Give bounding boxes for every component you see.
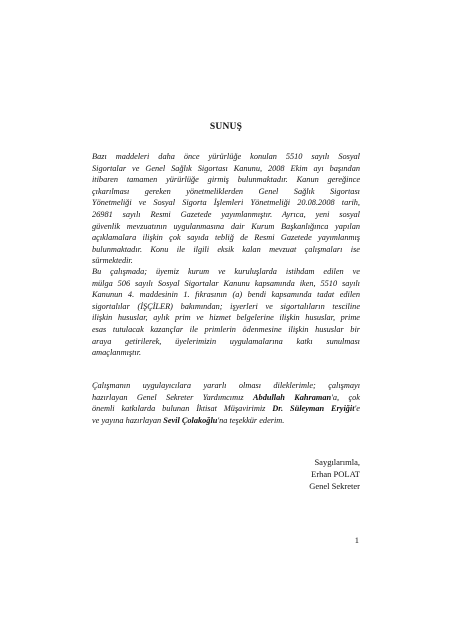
text-line: amaçlanmıştır. [92,348,142,358]
text-line: Yönetmeliği ve Sosyal Sigorta İşlemleri Yönetmeliği 20.08.2008 tarih, [92,198,360,208]
text-line: itibaren tamamen yürürlüğe girmiş bulunmaktadır. Kanun gereğince [92,175,360,185]
paragraph-acknowledgements [92,380,360,426]
person-name: Dr. Süleyman Eryiğit [272,404,355,414]
person-name: Sevil Çolakoğlu [163,415,218,425]
text-segment: hazırlayan Genel Sekreter Yardımcımız [92,392,254,402]
text-line [92,415,360,427]
text-line: mülga 506 sayılı Sosyal Sigortalar Kanunu kapsamında iken, 5510 sayılı [92,278,360,288]
text-line: güvenlik mevzuatının uygulanmasına dair Kurum Başkanlığınca yapılan [92,221,360,231]
text-line: araya getirilerek, üyelerimizin uygulamalarına katkı sunulması [92,336,360,346]
signature-title: Genel Sekreter [309,481,360,491]
text-line: esas tutulacak kazançlar ile primlerin ödenmesine ilişkin hususlar bir [92,324,360,334]
page-number: 1 [354,535,359,545]
text-line: ilişkin hususlar, aylık prim ve hizmet belgelerine ilişkin hususlar, prime [92,313,360,323]
paragraph-intro [92,151,360,267]
signature-closing: Saygılarımla, [314,457,360,467]
person-name: Abdullah Kahraman [253,392,332,402]
text-segment: 'na teşekkür ederim. [217,415,285,425]
text-line: açıklamalara ilişkin çok sayıda tebliğ de Resmi Gazetede yayımlanmış [92,233,360,243]
signature-block [309,456,360,492]
text-line: sürmektedir. [92,256,133,266]
text-segment: 'a, çok [331,392,360,402]
text-line: Bu çalışmada; üyemiz kurum ve kuruluşlarda istihdam edilen ve [92,267,360,276]
paragraph-purpose [92,266,360,359]
text-line: bulunmaktadır. Konu ile ilgili eksik kalan mevzuat çalışmaları ise [92,244,360,254]
text-line: çıkarılması gereken yönetmeliklerden Genel Sağlık Sigortası [92,186,360,196]
page-title: SUNUŞ [209,122,243,132]
text-segment: 'e [354,404,360,414]
text-line: Çalışmanın uygulayıcılara yararlı olması dileklerimle; çalışmayı [92,381,360,390]
text-line [92,392,360,404]
text-segment: önemli katkılarda bulunan İktisat Müşavirimiz [92,404,273,414]
text-segment: ve yayına hazırlayan [92,415,164,425]
text-line: Bazı maddeleri daha önce yürürlüğe konulan 5510 sayılı Sosyal [92,152,360,161]
text-line: Kanunun 4. maddesinin 1. fıkrasının (a) bendi kapsamında tadat edilen [92,290,360,300]
text-line: sigortalılar (İŞÇİLER) bakımından; işyerleri ve sigortalıların tesciline [92,301,360,311]
text-line: Sigortalar ve Genel Sağlık Sigortası Kanunu, 2008 Ekim ayı başından [92,163,360,173]
text-line [92,403,360,415]
signature-name: Erhan POLAT [311,469,360,479]
text-line: 26981 sayılı Resmi Gazetede yayımlanmıştır. Ayrıca, yeni sosyal [92,209,360,219]
